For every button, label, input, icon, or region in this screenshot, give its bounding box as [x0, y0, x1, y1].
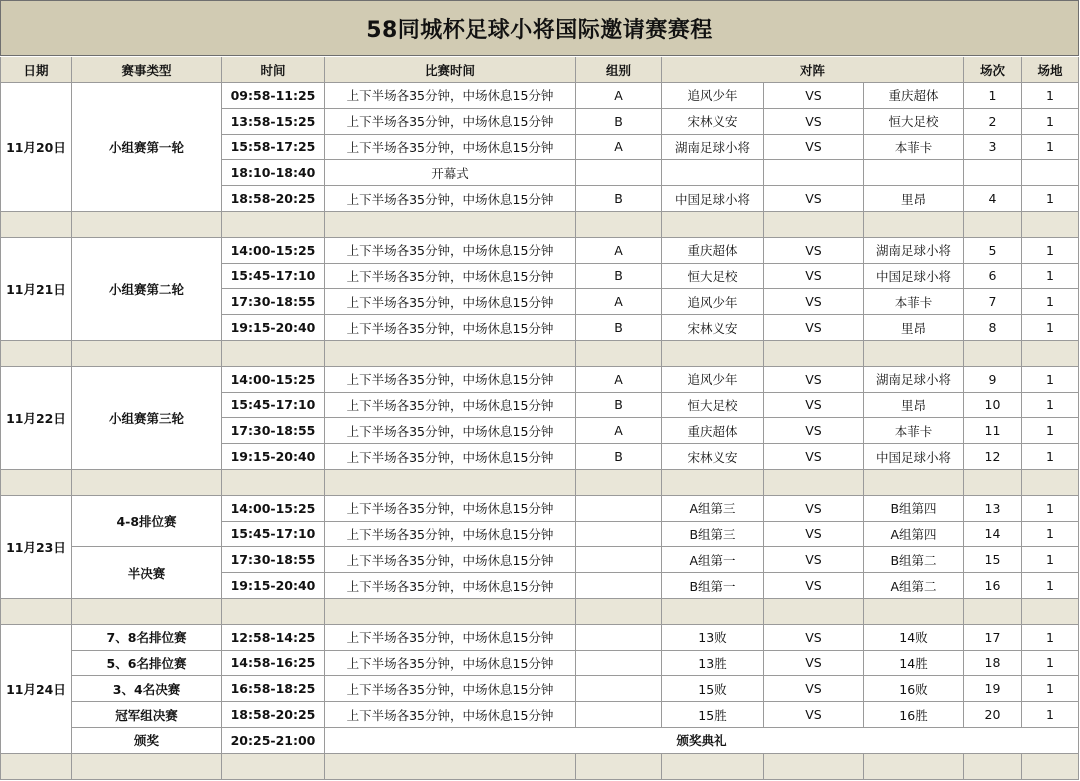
- group-cell: A: [576, 418, 662, 444]
- separator-cell: [576, 754, 662, 780]
- separator-cell: [764, 341, 864, 367]
- home-team-cell: A组第一: [662, 547, 764, 573]
- duration-cell: 上下半场各35分钟，中场休息15分钟: [325, 393, 576, 419]
- separator-cell: [764, 599, 864, 625]
- match-number-cell: 18: [964, 651, 1022, 677]
- time-cell: 14:58-16:25: [222, 651, 325, 677]
- separator-cell: [662, 470, 764, 496]
- duration-cell: 上下半场各35分钟，中场休息15分钟: [325, 676, 576, 702]
- separator-cell: [576, 212, 662, 238]
- vs-cell: VS: [764, 238, 864, 264]
- separator-cell: [325, 754, 576, 780]
- separator-cell: [1022, 754, 1079, 780]
- match-number-cell: 16: [964, 573, 1022, 599]
- venue-cell: 1: [1022, 289, 1079, 315]
- home-team-cell: 宋林义安: [662, 315, 764, 341]
- home-team-cell: 湖南足球小将: [662, 135, 764, 161]
- event-type-cell: 3、4名决赛: [72, 676, 222, 702]
- vs-cell: VS: [764, 547, 864, 573]
- duration-cell: 上下半场各35分钟，中场休息15分钟: [325, 651, 576, 677]
- group-cell: [576, 522, 662, 548]
- separator-cell: [0, 599, 72, 625]
- time-cell: 18:58-20:25: [222, 186, 325, 212]
- event-type-cell: 小组赛第三轮: [72, 367, 222, 470]
- duration-cell: 上下半场各35分钟，中场休息15分钟: [325, 625, 576, 651]
- separator-cell: [764, 754, 864, 780]
- time-cell: 17:30-18:55: [222, 418, 325, 444]
- separator-cell: [72, 212, 222, 238]
- match-number-cell: 20: [964, 702, 1022, 728]
- home-team-cell: 追风少年: [662, 367, 764, 393]
- group-cell: [576, 547, 662, 573]
- match-number-cell: 15: [964, 547, 1022, 573]
- separator-cell: [1022, 470, 1079, 496]
- group-cell: A: [576, 289, 662, 315]
- header-group: 组别: [576, 57, 662, 83]
- header-date: 日期: [0, 57, 72, 83]
- group-cell: A: [576, 83, 662, 109]
- time-cell: 19:15-20:40: [222, 444, 325, 470]
- duration-cell: 上下半场各35分钟，中场休息15分钟: [325, 496, 576, 522]
- time-cell: 12:58-14:25: [222, 625, 325, 651]
- away-team-cell: 本菲卡: [864, 289, 964, 315]
- separator-cell: [0, 212, 72, 238]
- header-time: 时间: [222, 57, 325, 83]
- header-type: 赛事类型: [72, 57, 222, 83]
- home-team-cell: 重庆超体: [662, 238, 764, 264]
- ceremony-cell: 颁奖典礼: [325, 728, 1079, 754]
- header-number: 场次: [964, 57, 1022, 83]
- vs-cell: VS: [764, 702, 864, 728]
- home-team-cell: A组第三: [662, 496, 764, 522]
- group-cell: B: [576, 186, 662, 212]
- time-cell: 17:30-18:55: [222, 547, 325, 573]
- away-team-cell: A组第二: [864, 573, 964, 599]
- separator-cell: [325, 470, 576, 496]
- venue-cell: 1: [1022, 676, 1079, 702]
- away-team-cell: 重庆超体: [864, 83, 964, 109]
- duration-cell: 上下半场各35分钟，中场休息15分钟: [325, 418, 576, 444]
- vs-cell: VS: [764, 444, 864, 470]
- separator-cell: [222, 212, 325, 238]
- separator-cell: [662, 341, 764, 367]
- home-team-cell: 追风少年: [662, 289, 764, 315]
- time-cell: 15:45-17:10: [222, 393, 325, 419]
- separator-cell: [864, 341, 964, 367]
- duration-cell: 上下半场各35分钟，中场休息15分钟: [325, 264, 576, 290]
- duration-cell: 上下半场各35分钟，中场休息15分钟: [325, 573, 576, 599]
- separator-cell: [576, 341, 662, 367]
- match-number-cell: 10: [964, 393, 1022, 419]
- time-cell: 13:58-15:25: [222, 109, 325, 135]
- home-team-cell: 恒大足校: [662, 393, 764, 419]
- group-cell: [576, 496, 662, 522]
- header-venue: 场地: [1022, 57, 1079, 83]
- vs-cell: VS: [764, 83, 864, 109]
- venue-cell: 1: [1022, 573, 1079, 599]
- time-cell: 19:15-20:40: [222, 573, 325, 599]
- group-cell: B: [576, 109, 662, 135]
- separator-cell: [576, 599, 662, 625]
- away-team-cell: 14胜: [864, 651, 964, 677]
- separator-cell: [72, 470, 222, 496]
- vs-cell: VS: [764, 186, 864, 212]
- duration-cell: 上下半场各35分钟，中场休息15分钟: [325, 289, 576, 315]
- group-cell: B: [576, 444, 662, 470]
- match-number-cell: 6: [964, 264, 1022, 290]
- venue-cell: 1: [1022, 315, 1079, 341]
- event-type-cell: 小组赛第一轮: [72, 83, 222, 212]
- time-cell: 18:58-20:25: [222, 702, 325, 728]
- vs-cell: VS: [764, 522, 864, 548]
- separator-cell: [964, 212, 1022, 238]
- separator-cell: [222, 599, 325, 625]
- duration-cell: 上下半场各35分钟，中场休息15分钟: [325, 547, 576, 573]
- venue-cell: 1: [1022, 135, 1079, 161]
- match-number-cell: 5: [964, 238, 1022, 264]
- vs-cell: VS: [764, 573, 864, 599]
- separator-cell: [964, 470, 1022, 496]
- duration-cell: 上下半场各35分钟，中场休息15分钟: [325, 444, 576, 470]
- match-number-cell: 1: [964, 83, 1022, 109]
- home-team-cell: 宋林义安: [662, 444, 764, 470]
- separator-cell: [764, 470, 864, 496]
- home-team-cell: [662, 160, 764, 186]
- separator-cell: [1022, 212, 1079, 238]
- event-type-cell: 小组赛第二轮: [72, 238, 222, 341]
- group-cell: B: [576, 393, 662, 419]
- vs-cell: VS: [764, 367, 864, 393]
- match-number-cell: 9: [964, 367, 1022, 393]
- event-type-cell: 7、8名排位赛: [72, 625, 222, 651]
- separator-cell: [0, 754, 72, 780]
- vs-cell: VS: [764, 109, 864, 135]
- time-cell: 15:58-17:25: [222, 135, 325, 161]
- venue-cell: 1: [1022, 547, 1079, 573]
- vs-cell: VS: [764, 496, 864, 522]
- separator-cell: [764, 212, 864, 238]
- venue-cell: 1: [1022, 651, 1079, 677]
- match-number-cell: [964, 160, 1022, 186]
- date-cell: 11月24日: [0, 625, 72, 754]
- duration-cell: 上下半场各35分钟，中场休息15分钟: [325, 702, 576, 728]
- separator-cell: [0, 341, 72, 367]
- match-number-cell: 8: [964, 315, 1022, 341]
- home-team-cell: 恒大足校: [662, 264, 764, 290]
- venue-cell: 1: [1022, 444, 1079, 470]
- match-number-cell: 12: [964, 444, 1022, 470]
- time-cell: 14:00-15:25: [222, 367, 325, 393]
- time-cell: 14:00-15:25: [222, 238, 325, 264]
- header-duration: 比赛时间: [325, 57, 576, 83]
- vs-cell: VS: [764, 135, 864, 161]
- venue-cell: 1: [1022, 393, 1079, 419]
- venue-cell: 1: [1022, 702, 1079, 728]
- away-team-cell: 中国足球小将: [864, 264, 964, 290]
- away-team-cell: 里昂: [864, 393, 964, 419]
- separator-cell: [662, 212, 764, 238]
- separator-cell: [964, 341, 1022, 367]
- away-team-cell: 恒大足校: [864, 109, 964, 135]
- venue-cell: 1: [1022, 264, 1079, 290]
- event-type-cell: 5、6名排位赛: [72, 651, 222, 677]
- separator-cell: [662, 754, 764, 780]
- away-team-cell: 本菲卡: [864, 135, 964, 161]
- away-team-cell: 本菲卡: [864, 418, 964, 444]
- away-team-cell: 中国足球小将: [864, 444, 964, 470]
- venue-cell: 1: [1022, 238, 1079, 264]
- separator-cell: [964, 754, 1022, 780]
- venue-cell: 1: [1022, 496, 1079, 522]
- time-cell: 20:25-21:00: [222, 728, 325, 754]
- separator-cell: [662, 599, 764, 625]
- venue-cell: [1022, 160, 1079, 186]
- separator-cell: [72, 754, 222, 780]
- away-team-cell: B组第二: [864, 547, 964, 573]
- time-cell: 15:45-17:10: [222, 522, 325, 548]
- time-cell: 09:58-11:25: [222, 83, 325, 109]
- date-cell: 11月22日: [0, 367, 72, 470]
- vs-cell: VS: [764, 676, 864, 702]
- away-team-cell: 14败: [864, 625, 964, 651]
- vs-cell: VS: [764, 418, 864, 444]
- home-team-cell: B组第一: [662, 573, 764, 599]
- separator-cell: [1022, 599, 1079, 625]
- separator-cell: [222, 754, 325, 780]
- venue-cell: 1: [1022, 367, 1079, 393]
- vs-cell: VS: [764, 625, 864, 651]
- away-team-cell: 16败: [864, 676, 964, 702]
- separator-cell: [222, 341, 325, 367]
- away-team-cell: B组第四: [864, 496, 964, 522]
- away-team-cell: 湖南足球小将: [864, 367, 964, 393]
- time-cell: 18:10-18:40: [222, 160, 325, 186]
- group-cell: [576, 651, 662, 677]
- group-cell: A: [576, 367, 662, 393]
- separator-cell: [325, 599, 576, 625]
- home-team-cell: 13胜: [662, 651, 764, 677]
- group-cell: B: [576, 315, 662, 341]
- separator-cell: [1022, 341, 1079, 367]
- match-number-cell: 3: [964, 135, 1022, 161]
- time-cell: 16:58-18:25: [222, 676, 325, 702]
- duration-cell: 上下半场各35分钟，中场休息15分钟: [325, 238, 576, 264]
- separator-cell: [864, 754, 964, 780]
- time-cell: 14:00-15:25: [222, 496, 325, 522]
- venue-cell: 1: [1022, 625, 1079, 651]
- home-team-cell: 宋林义安: [662, 109, 764, 135]
- group-cell: [576, 160, 662, 186]
- away-team-cell: [864, 160, 964, 186]
- separator-cell: [864, 599, 964, 625]
- match-number-cell: 14: [964, 522, 1022, 548]
- match-number-cell: 11: [964, 418, 1022, 444]
- vs-cell: VS: [764, 264, 864, 290]
- separator-cell: [325, 341, 576, 367]
- venue-cell: 1: [1022, 522, 1079, 548]
- header-match: 对阵: [662, 57, 964, 83]
- separator-cell: [222, 470, 325, 496]
- group-cell: [576, 625, 662, 651]
- time-cell: 15:45-17:10: [222, 264, 325, 290]
- duration-cell: 开幕式: [325, 160, 576, 186]
- duration-cell: 上下半场各35分钟，中场休息15分钟: [325, 109, 576, 135]
- home-team-cell: 15败: [662, 676, 764, 702]
- venue-cell: 1: [1022, 83, 1079, 109]
- match-number-cell: 19: [964, 676, 1022, 702]
- duration-cell: 上下半场各35分钟，中场休息15分钟: [325, 315, 576, 341]
- away-team-cell: A组第四: [864, 522, 964, 548]
- vs-cell: VS: [764, 289, 864, 315]
- separator-cell: [576, 470, 662, 496]
- group-cell: A: [576, 238, 662, 264]
- group-cell: A: [576, 135, 662, 161]
- vs-cell: VS: [764, 651, 864, 677]
- match-number-cell: 7: [964, 289, 1022, 315]
- date-cell: 11月23日: [0, 496, 72, 599]
- venue-cell: 1: [1022, 418, 1079, 444]
- event-type-cell: 颁奖: [72, 728, 222, 754]
- separator-cell: [864, 470, 964, 496]
- venue-cell: 1: [1022, 186, 1079, 212]
- event-type-cell: 冠军组决赛: [72, 702, 222, 728]
- event-type-cell: 半决赛: [72, 547, 222, 599]
- separator-cell: [964, 599, 1022, 625]
- duration-cell: 上下半场各35分钟，中场休息15分钟: [325, 522, 576, 548]
- separator-cell: [0, 470, 72, 496]
- group-cell: [576, 702, 662, 728]
- away-team-cell: 湖南足球小将: [864, 238, 964, 264]
- separator-cell: [864, 212, 964, 238]
- vs-cell: [764, 160, 864, 186]
- group-cell: [576, 573, 662, 599]
- home-team-cell: 15胜: [662, 702, 764, 728]
- away-team-cell: 里昂: [864, 186, 964, 212]
- time-cell: 19:15-20:40: [222, 315, 325, 341]
- match-number-cell: 17: [964, 625, 1022, 651]
- separator-cell: [72, 341, 222, 367]
- home-team-cell: 中国足球小将: [662, 186, 764, 212]
- match-number-cell: 13: [964, 496, 1022, 522]
- home-team-cell: 追风少年: [662, 83, 764, 109]
- group-cell: B: [576, 264, 662, 290]
- venue-cell: 1: [1022, 109, 1079, 135]
- away-team-cell: 里昂: [864, 315, 964, 341]
- duration-cell: 上下半场各35分钟，中场休息15分钟: [325, 367, 576, 393]
- vs-cell: VS: [764, 393, 864, 419]
- duration-cell: 上下半场各35分钟，中场休息15分钟: [325, 135, 576, 161]
- home-team-cell: 13败: [662, 625, 764, 651]
- sheet-title: 58同城杯足球小将国际邀请赛赛程: [0, 0, 1079, 56]
- group-cell: [576, 676, 662, 702]
- date-cell: 11月20日: [0, 83, 72, 212]
- away-team-cell: 16胜: [864, 702, 964, 728]
- duration-cell: 上下半场各35分钟，中场休息15分钟: [325, 186, 576, 212]
- time-cell: 17:30-18:55: [222, 289, 325, 315]
- match-number-cell: 2: [964, 109, 1022, 135]
- home-team-cell: 重庆超体: [662, 418, 764, 444]
- separator-cell: [325, 212, 576, 238]
- duration-cell: 上下半场各35分钟，中场休息15分钟: [325, 83, 576, 109]
- match-number-cell: 4: [964, 186, 1022, 212]
- event-type-cell: 4-8排位赛: [72, 496, 222, 548]
- home-team-cell: B组第三: [662, 522, 764, 548]
- vs-cell: VS: [764, 315, 864, 341]
- date-cell: 11月21日: [0, 238, 72, 341]
- separator-cell: [72, 599, 222, 625]
